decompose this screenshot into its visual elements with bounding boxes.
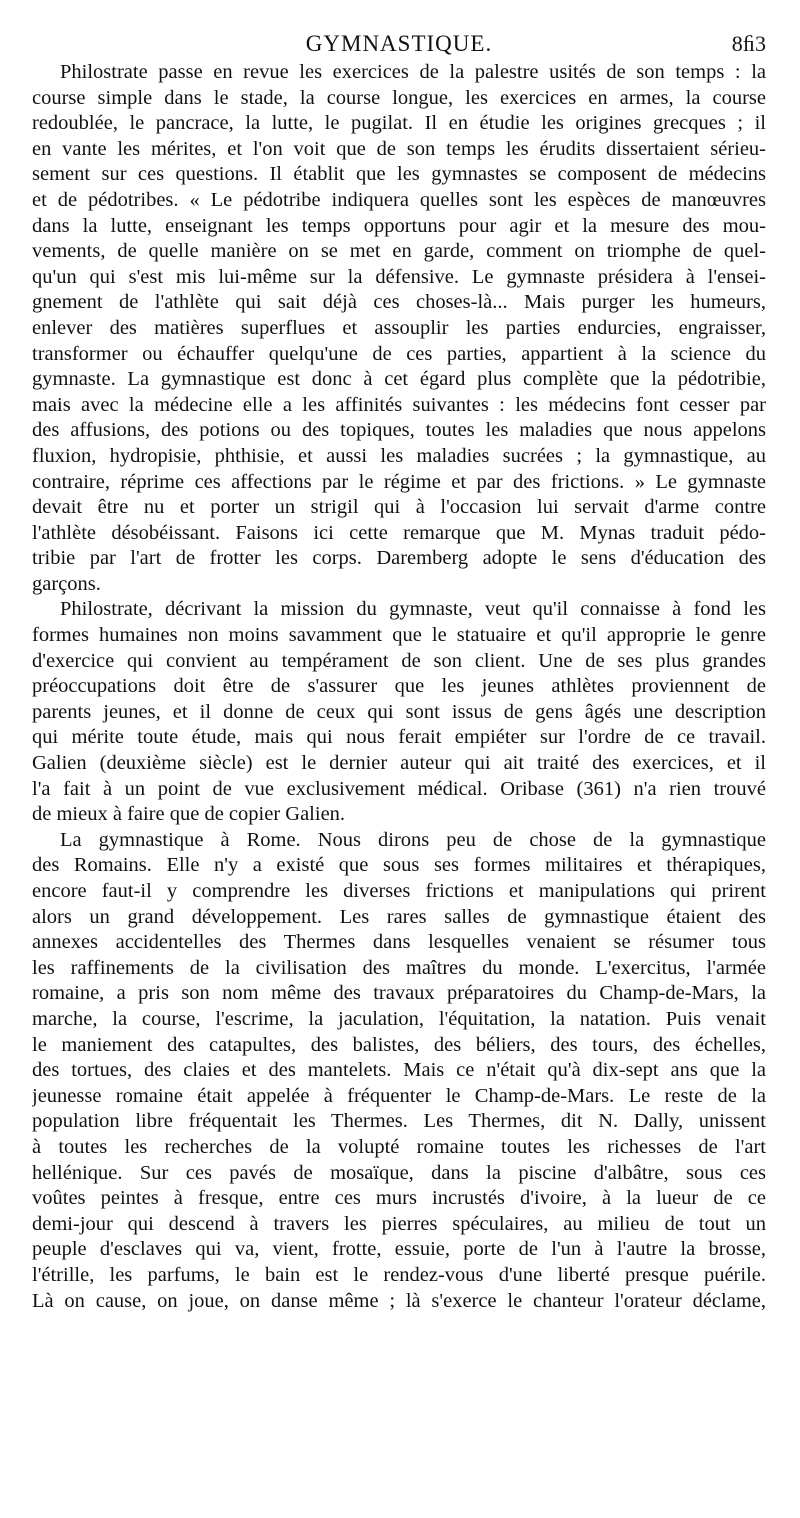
text-line: des affusions, des potions ou des topiques, toutes les maladies que nous appelons <box>32 419 766 442</box>
text-line: alors un grand développement. Les rares salles de gymnastique étaient des <box>32 905 766 928</box>
text-line: garçons. <box>32 572 101 595</box>
text-line: des Romains. Elle n'y a existé que sous ses formes militaires et thérapiques, <box>32 854 766 877</box>
text-line: peuple d'esclaves qui va, vient, frotte, essuie, porte de l'un à l'autre la brosse, <box>32 1238 766 1261</box>
running-title: GYMNASTIQUE. <box>305 31 493 56</box>
text-line: hellénique. Sur ces pavés de mosaïque, dans la piscine d'albâtre, sous ces <box>32 1161 766 1184</box>
text-line: les raffinements de la civilisation des maîtres du monde. L'exercitus, l'armée <box>32 956 766 979</box>
text-line: voûtes peintes à fresque, entre ces murs incrustés d'ivoire, à la lueur de ce <box>32 1187 766 1210</box>
text-line: et de pédotribes. « Le pédotribe indiquera quelles sont les espèces de manœuvres <box>32 188 766 211</box>
paragraph <box>32 828 766 1314</box>
paragraph <box>32 60 766 597</box>
text-line: dans la lutte, enseignant les temps opportuns pour agir et la mesure des mou- <box>32 214 766 237</box>
text-line: population libre fréquentait les Thermes. Les Thermes, dit N. Dally, unissent <box>32 1110 766 1133</box>
text-line: préoccupations doit être de s'assurer que les jeunes athlètes proviennent de <box>32 675 766 698</box>
text-line: course simple dans le stade, la course longue, les exercices en armes, la course <box>32 86 766 109</box>
text-line: transformer ou échauffer quelqu'une de ces parties, appartient à la science du <box>32 342 766 365</box>
text-line: romaine, a pris son nom même des travaux préparatoires du Champ-de-Mars, la <box>32 982 766 1005</box>
text-line: l'a fait à un point de vue exclusivement médical. Oribase (361) n'a rien trouvé <box>32 777 766 800</box>
text-line: le maniement des catapultes, des balistes, des béliers, des tours, des échelles, <box>32 1033 766 1056</box>
page-number: 8ﬁ3 <box>731 31 766 56</box>
text-line: gymnaste. La gymnastique est donc à cet égard plus complète que la pédotribie, <box>32 368 766 391</box>
text-line: annexes accidentelles des Thermes dans lesquelles venaient se résumer tous <box>32 931 766 954</box>
text-line: gnement de l'athlète qui sait déjà ces choses-là... Mais purger les humeurs, <box>32 291 766 314</box>
text-line: enlever des matières superflues et assouplir les parties endurcies, engraisser, <box>32 316 766 339</box>
text-line: des tortues, des claies et des mantelets. Mais ce n'était qu'à dix-sept ans que la <box>32 1059 766 1082</box>
text-line: sement sur ces questions. Il établit que les gymnastes se composent de médecins <box>32 163 766 186</box>
text-line: La gymnastique à Rome. Nous dirons peu de chose de la gymnastique <box>60 828 766 851</box>
text-line: redoublée, le pancrace, la lutte, le pugilat. Il en étudie les origines grecques ; il <box>32 112 766 135</box>
text-line: de mieux à faire que de copier Galien. <box>32 803 346 826</box>
text-line: l'athlète désobéissant. Faisons ici cette remarque que M. Mynas traduit pédo- <box>32 521 766 544</box>
text-line: tribie par l'art de frotter les corps. Daremberg adopte le sens d'éducation des <box>32 547 766 570</box>
text-line: qui mérite toute étude, mais qui nous ferait empiéter sur l'ordre de ce travail. <box>32 726 766 749</box>
paragraph <box>32 597 766 827</box>
text-line: qu'un qui s'est mis lui-même sur la défensive. Le gymnaste présidera à l'ensei- <box>32 265 766 288</box>
text-line: vements, de quelle manière on se met en garde, comment on triomphe de quel- <box>32 240 766 263</box>
text-line: mais avec la médecine elle a les affinités suivantes : les médecins font cesser par <box>32 393 766 416</box>
text-line: demi-jour qui descend à travers les pierres spéculaires, au milieu de tout un <box>32 1212 766 1235</box>
text-line: jeunesse romaine était appelée à fréquenter le Champ-de-Mars. Le reste de la <box>32 1084 766 1107</box>
text-line: l'étrille, les parfums, le bain est le rendez-vous d'une liberté presque puérile. <box>32 1263 766 1286</box>
text-line: fluxion, hydropisie, phthisie, et aussi les maladies sucrées ; la gymnastique, au <box>32 444 766 467</box>
text-line: devait être nu et porter un strigil qui à l'occasion lui servait d'arme contre <box>32 496 766 519</box>
page-header <box>32 30 766 62</box>
text-line: formes humaines non moins savamment que le statuaire et qu'il approprie le genre <box>32 624 766 647</box>
text-line: à toutes les recherches de la volupté romaine toutes les richesses de l'art <box>32 1135 766 1158</box>
text-line: Philostrate, décrivant la mission du gymnaste, veut qu'il connaisse à fond les <box>60 598 766 621</box>
body-text <box>32 60 766 1440</box>
text-line: en vante les mérites, et l'on voit que de son temps les érudits dissertaient sérieu- <box>32 137 766 160</box>
text-line: Philostrate passe en revue les exercices de la palestre usités de son temps : la <box>60 61 766 83</box>
text-line: Galien (deuxième siècle) est le dernier auteur qui ait traité des exercices, et il <box>32 752 766 775</box>
text-line: marche, la course, l'escrime, la jaculation, l'équitation, la natation. Puis venait <box>32 1007 766 1030</box>
text-line: Là on cause, on joue, on danse même ; là s'exerce le chanteur l'orateur déclame, <box>32 1289 766 1312</box>
text-line: encore faut-il y comprendre les diverses frictions et manipulations qui prirent <box>32 880 766 902</box>
text-line: contraire, réprime ces affections par le régime et par des frictions. » Le gymnaste <box>32 470 766 493</box>
text-line: d'exercice qui convient au tempérament de son client. Une de ses plus grandes <box>32 649 766 672</box>
text-line: parents jeunes, et il donne de ceux qui sont issus de gens âgés une description <box>32 700 766 723</box>
